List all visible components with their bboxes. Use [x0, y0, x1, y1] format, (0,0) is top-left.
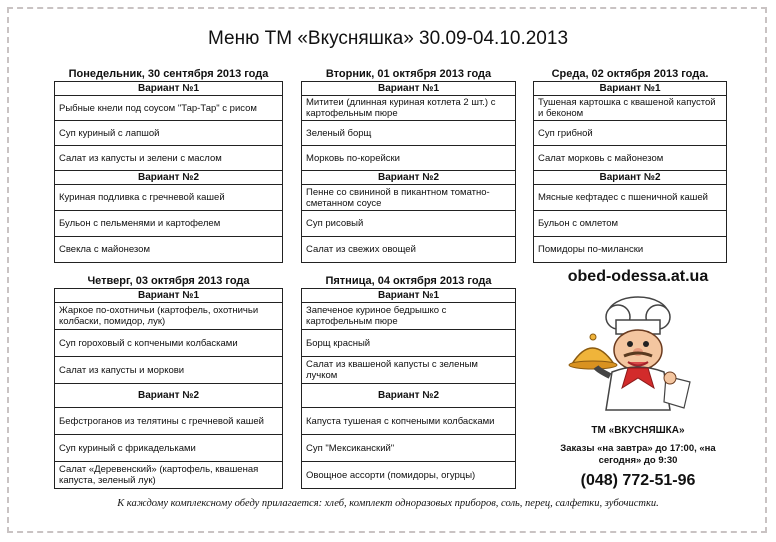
variant-label: Вариант №2 — [302, 171, 516, 185]
day-thursday — [54, 274, 283, 489]
dish: Мититеи (длинная куриная котлета 2 шт.) с картофельным пюре — [302, 96, 516, 121]
variant-label: Вариант №1 — [534, 82, 727, 96]
dish: Суп куриный с лапшой — [55, 121, 283, 146]
dish: Салат из капусты и моркови — [55, 357, 283, 384]
dish: Куриная подливка с гречневой кашей — [55, 185, 283, 211]
order-hours: Заказы «на завтра» до 17:00, «на сегодня» до 9:30 — [560, 443, 716, 466]
dish: Борщ красный — [302, 330, 516, 357]
dish: Бефстроганов из телятины с гречневой кашей — [55, 408, 283, 435]
chef-mascot-icon — [566, 292, 706, 412]
dish: Суп гороховый с копчеными колбасками — [55, 330, 283, 357]
variant-label: Вариант №2 — [55, 384, 283, 408]
dish: Свекла с майонезом — [55, 237, 283, 263]
dish: Капуста тушеная с копчеными колбасками — [302, 408, 516, 435]
dish: Салат из капусты и зелени с маслом — [55, 146, 283, 171]
day-heading: Пятница, 04 октября 2013 года — [325, 275, 492, 287]
variant-label: Вариант №1 — [55, 82, 283, 96]
phone-number: (048) 772-51-96 — [580, 472, 696, 489]
dish: Мясные кефтадес с пшеничной кашей — [534, 185, 727, 211]
day-heading: Среда, 02 октября 2013 года. — [551, 68, 709, 80]
menu-table — [301, 288, 516, 489]
dish: Зеленый борщ — [302, 121, 516, 146]
dish: Запеченое куриное бедрышко с картофельным пюре — [302, 303, 516, 330]
menu-table — [54, 81, 283, 263]
menu-table — [301, 81, 516, 263]
day-monday — [54, 67, 283, 263]
menu-table — [533, 81, 727, 263]
variant-label: Вариант №2 — [534, 171, 727, 185]
menu-table — [54, 288, 283, 489]
dish: Салат из свежих овощей — [302, 237, 516, 263]
dish: Бульон с пельменями и картофелем — [55, 211, 283, 237]
dish: Помидоры по-милански — [534, 237, 727, 263]
dish: Бульон с омлетом — [534, 211, 727, 237]
day-heading: Понедельник, 30 сентября 2013 года — [68, 68, 269, 80]
dish: Жаркое по-охотничьи (картофель, охотничьи колбаски, помидор, лук) — [55, 303, 283, 330]
day-friday — [301, 274, 516, 489]
variant-label: Вариант №1 — [55, 289, 283, 303]
variant-label: Вариант №1 — [302, 82, 516, 96]
dish: Суп грибной — [534, 121, 727, 146]
site-url: obed-odessa.at.ua — [567, 268, 709, 285]
dish: Морковь по-корейски — [302, 146, 516, 171]
dish: Рыбные кнели под соусом "Тар-Тар" с рисом — [55, 96, 283, 121]
dish: Суп рисовый — [302, 211, 516, 237]
dish: Тушеная картошка с квашеной капустой и беконом — [534, 96, 727, 121]
day-heading: Четверг, 03 октября 2013 года — [87, 275, 250, 287]
dish: Суп куриный с фрикадельками — [55, 435, 283, 462]
footer-note: К каждому комплексному обеду прилагается: хлеб, комплект одноразовых приборов, соль, перец, салфетки, зубочистки. — [117, 498, 659, 509]
variant-label: Вариант №2 — [302, 384, 516, 408]
brand-name: ТМ «ВКУСНЯШКА» — [591, 425, 685, 436]
variant-label: Вариант №2 — [55, 171, 283, 185]
day-heading: Вторник, 01 октября 2013 года — [325, 68, 492, 80]
day-wednesday — [533, 67, 727, 263]
dish: Пенне со свининой в пикантном томатно-сметанном соусе — [302, 185, 516, 211]
dish: Овощное ассорти (помидоры, огурцы) — [302, 462, 516, 489]
dish: Салат из квашеной капусты с зеленым лучком — [302, 357, 516, 384]
dish: Салат «Деревенский» (картофель, квашеная капуста, зеленый лук) — [55, 462, 283, 489]
dish: Суп "Мексиканский" — [302, 435, 516, 462]
variant-label: Вариант №1 — [302, 289, 516, 303]
day-tuesday — [301, 67, 516, 263]
dish: Салат морковь с майонезом — [534, 146, 727, 171]
page-title: Меню ТМ «Вкусняшка» 30.09-04.10.2013 — [207, 28, 569, 49]
